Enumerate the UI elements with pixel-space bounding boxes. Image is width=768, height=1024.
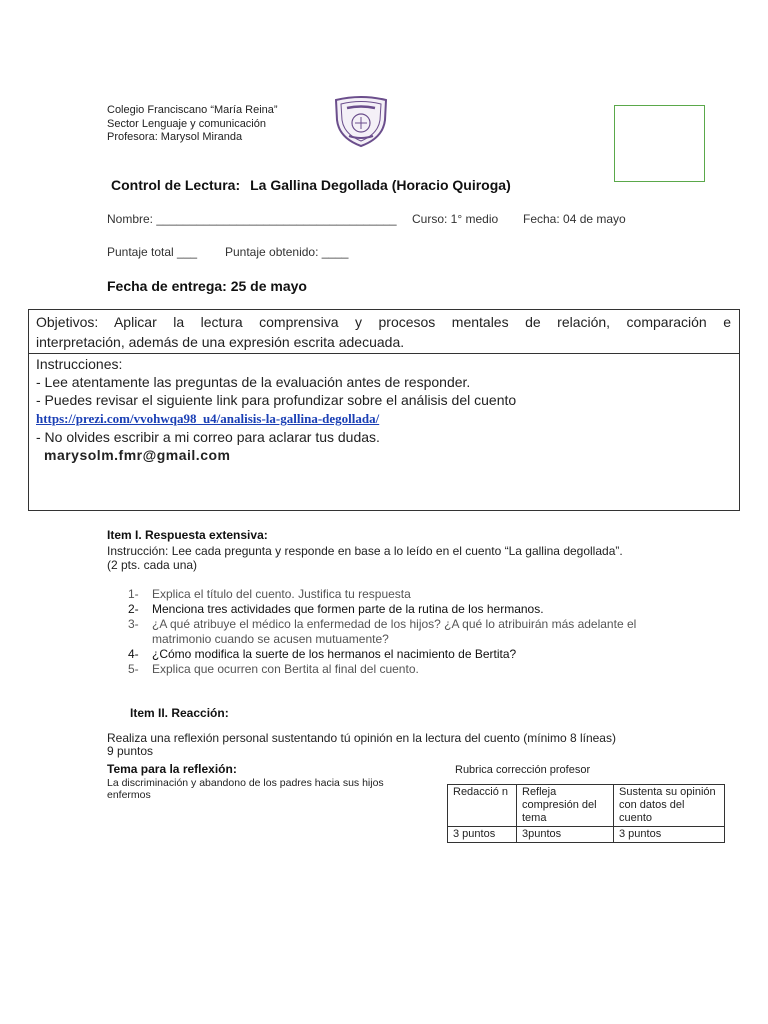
objectives-box (28, 309, 740, 354)
curso-field: Curso: 1° medio (412, 212, 499, 226)
item2-instruction (107, 732, 616, 758)
item1-instruction (107, 544, 667, 572)
fecha-field: Fecha: 04 de mayo (523, 212, 626, 226)
question-text: ¿Cómo modifica la suerte de los hermanos el nacimiento de Bertita? (152, 647, 517, 661)
objectives-line1: Objetivos: Aplicar la lectura comprensiva y procesos mentales de relación, comparación e (36, 314, 731, 330)
instruction-item: - Lee atentamente las preguntas de la evaluación antes de responder. (36, 374, 471, 390)
objectives-line2: interpretación, además de una expresión escrita adecuada. (36, 334, 405, 350)
school-header (107, 104, 278, 145)
question-text: ¿A qué atribuye el médico la enfermedad de los hijos? ¿A qué lo atribuirán más adelante el matrimonio cuando se acusen mutuamente? (152, 617, 637, 646)
puntaje-total-field: Puntaje total ___ (107, 245, 198, 259)
title-label: Control de Lectura: (111, 177, 241, 193)
instruction-item: - Puedes revisar el siguiente link para profundizar sobre el análisis del cuento (36, 392, 517, 408)
rubric-title: Rubrica corrección profesor (455, 764, 591, 776)
teacher-email[interactable]: marysolm.fmr@gmail.com (44, 447, 231, 463)
list-item (128, 587, 668, 602)
list-item (128, 662, 668, 677)
rubric-score-cell: 3puntos (517, 827, 614, 843)
item2-instruction-text: Realiza una reflexión personal sustentando tú opinión en la lectura del cuento (mínimo 8 líneas) (107, 731, 616, 745)
prezi-link[interactable]: https://prezi.com/vvohwqa98_u4/analisis-la-gallina-degollada/ (36, 411, 380, 426)
tema-title: Tema para la reflexión: (107, 762, 237, 776)
item1-points: (2 pts. cada una) (107, 558, 198, 572)
rubric-score-cell: 3 puntos (448, 827, 517, 843)
school-crest-logo (333, 96, 389, 148)
table-row (448, 785, 725, 827)
list-item (128, 647, 668, 662)
item2-title: Item II. Reacción: (130, 706, 229, 720)
page-title (111, 177, 511, 193)
rubric-table (447, 784, 725, 843)
question-number: 2- (128, 602, 139, 616)
rubric-header-cell: Refleja compresión del tema (517, 785, 614, 827)
question-number: 5- (128, 662, 139, 676)
list-item (128, 602, 668, 617)
delivery-date: Fecha de entrega: 25 de mayo (107, 278, 307, 294)
instructions-box (28, 353, 740, 511)
rubric-header-cell: Sustenta su opinión con datos del cuento (614, 785, 725, 827)
photo-box (614, 105, 705, 182)
question-text: Explica que ocurren con Bertita al final del cuento. (152, 662, 419, 676)
school-sector: Sector Lenguaje y comunicación (107, 117, 266, 130)
school-teacher: Profesora: Marysol Miranda (107, 131, 243, 143)
tema-text: La discriminación y abandono de los padres hacia sus hijos enfermos (107, 777, 384, 801)
nombre-field: Nombre: ____________________________________ (107, 212, 397, 226)
question-number: 1- (128, 587, 139, 601)
question-text: Menciona tres actividades que formen parte de la rutina de los hermanos. (152, 602, 544, 616)
question-text: Explica el título del cuento. Justifica tu respuesta (152, 587, 411, 601)
instruction-item: - No olvides escribir a mi correo para aclarar tus dudas. (36, 429, 380, 445)
item1-instruction-text: Instrucción: Lee cada pregunta y responde en base a lo leído en el cuento “La gallina degollada”. (107, 544, 623, 558)
school-name: Colegio Franciscano “María Reina” (107, 104, 278, 116)
title-work: La Gallina Degollada (Horacio Quiroga) (250, 177, 511, 193)
question-number: 3- (128, 617, 139, 631)
item2-points: 9 puntos (107, 744, 154, 758)
rubric-header-cell: Redacció n (448, 785, 517, 827)
item1-title: Item I. Respuesta extensiva: (107, 528, 268, 542)
puntaje-obtenido-field: Puntaje obtenido: ____ (225, 245, 349, 259)
rubric-score-cell: 3 puntos (614, 827, 725, 843)
question-number: 4- (128, 647, 139, 661)
table-row (448, 827, 725, 843)
question-list (128, 587, 668, 677)
instructions-heading: Instrucciones: (36, 356, 123, 372)
list-item (128, 617, 668, 647)
